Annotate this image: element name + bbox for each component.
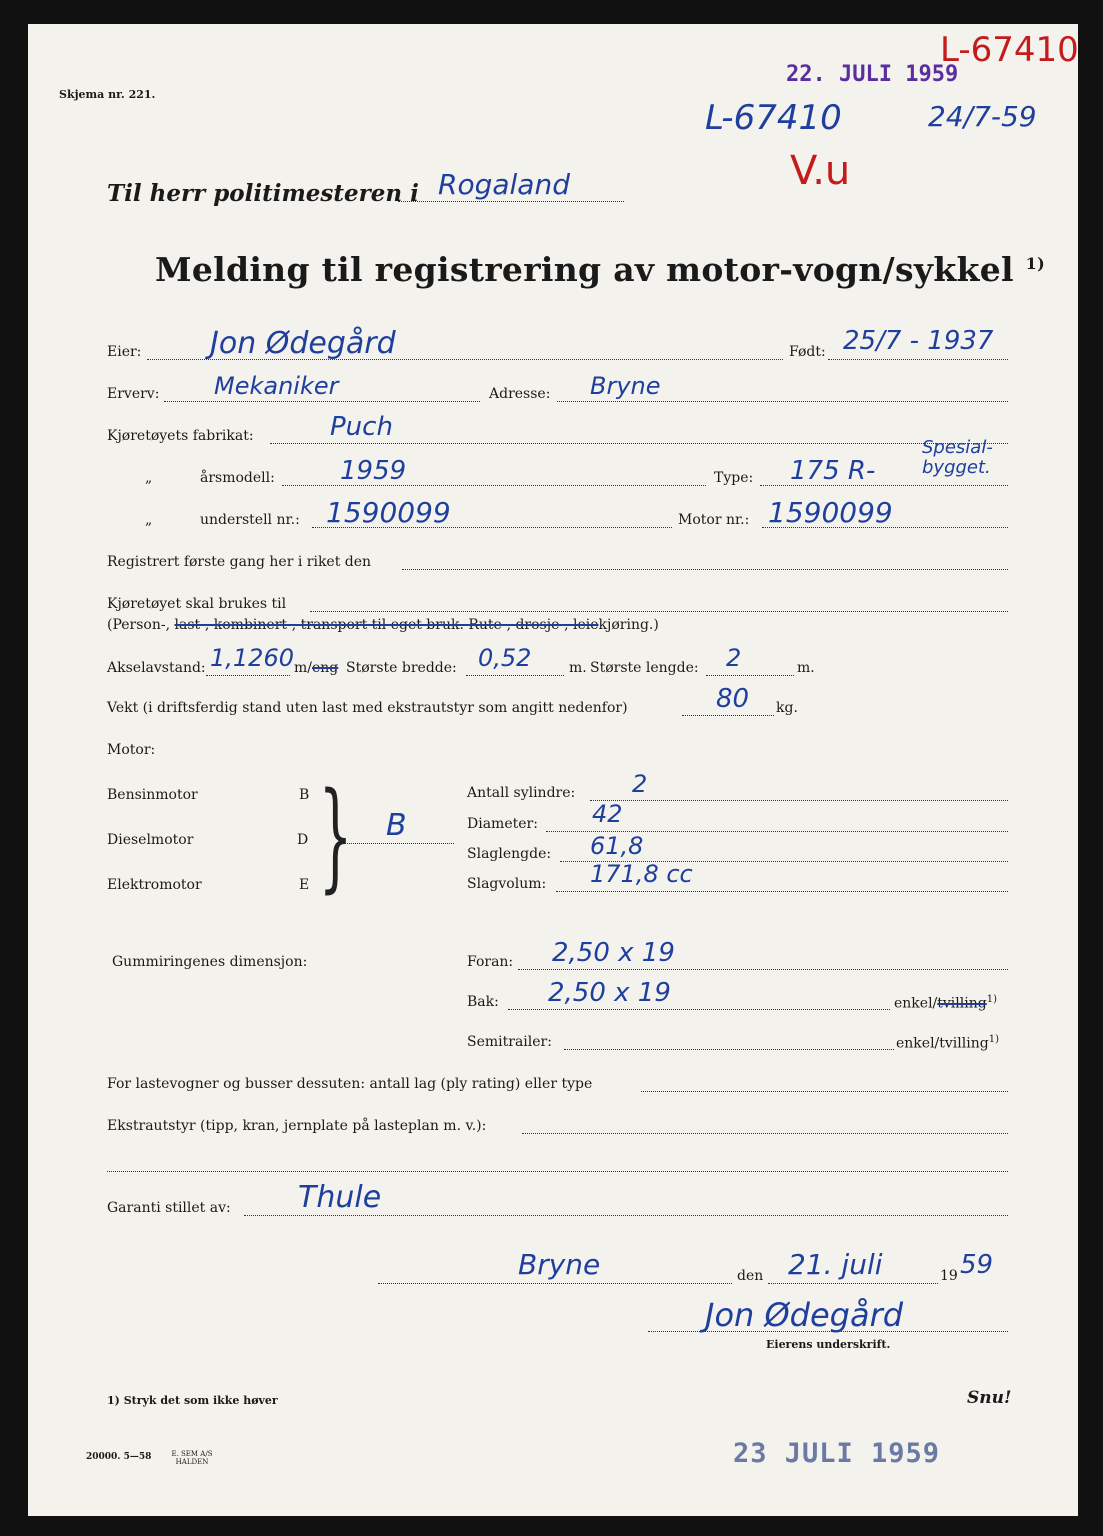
slagvolum-label: Slagvolum: bbox=[467, 876, 547, 892]
erverv-label: Erverv: bbox=[107, 386, 160, 402]
aksel-value: 1,1260 bbox=[210, 644, 294, 672]
semitrailer-label: Semitrailer: bbox=[467, 1034, 552, 1050]
aksel-unit: m/eng bbox=[294, 660, 339, 676]
handwritten-date: 24/7-59 bbox=[928, 100, 1037, 133]
bredde-label: Største bredde: bbox=[346, 660, 457, 676]
motor-selected: B bbox=[386, 808, 407, 843]
motor-nr-label: Motor nr.: bbox=[678, 512, 750, 528]
type-note: Spesial-bygget. bbox=[922, 437, 993, 478]
print-run: 20000. 5—58 bbox=[86, 1452, 152, 1462]
lengde-line bbox=[706, 674, 794, 676]
fabrikat-value: Puch bbox=[330, 412, 393, 442]
eier-label: Eier: bbox=[107, 344, 142, 360]
vu-annotation: V.u bbox=[790, 148, 851, 194]
vekt-unit: kg. bbox=[776, 700, 798, 716]
fodt-line bbox=[828, 358, 1008, 360]
footnote: 1) Stryk det som ikke høver bbox=[107, 1394, 278, 1407]
bensinmotor-label: Bensinmotor bbox=[107, 787, 198, 803]
form-title: Melding til registrering av motor-vogn/sykkel $^{1)}$ bbox=[155, 250, 1045, 289]
aksel-label: Akselavstand: bbox=[107, 660, 206, 676]
vekt-line bbox=[682, 714, 774, 716]
received-stamp-bottom: 23 JULI 1959 bbox=[733, 1438, 941, 1469]
registrert-label: Registrert første gang her i riket den bbox=[107, 554, 372, 570]
elektromotor-label: Elektromotor bbox=[107, 877, 202, 893]
foran-value: 2,50 x 19 bbox=[552, 938, 675, 968]
erverv-line bbox=[164, 400, 480, 402]
snu-label: Snu! bbox=[967, 1388, 1012, 1408]
vekt-label: Vekt (i driftsferdig stand uten last med ekstrautstyr som angitt nedenfor) bbox=[107, 700, 628, 716]
motor-brace: } bbox=[318, 766, 353, 904]
foran-line bbox=[518, 968, 1008, 970]
diameter-value: 42 bbox=[592, 800, 623, 828]
lengde-label: Største lengde: bbox=[590, 660, 699, 676]
vekt-value: 80 bbox=[716, 684, 750, 714]
brukes-line bbox=[310, 610, 1008, 612]
ditto-mark-2: „ bbox=[145, 512, 153, 528]
date-line bbox=[768, 1282, 938, 1284]
understell-label: understell nr.: bbox=[200, 512, 300, 528]
registrert-line bbox=[402, 568, 1008, 570]
brukes-label: Kjøretøyet skal brukes til bbox=[107, 596, 287, 612]
to-value: Rogaland bbox=[438, 168, 570, 201]
owner-signature: Jon Ødegård bbox=[705, 1296, 904, 1334]
slaglengde-value: 61,8 bbox=[590, 832, 644, 860]
bak-value: 2,50 x 19 bbox=[548, 978, 671, 1008]
ekstrautstyr-line-2 bbox=[107, 1170, 1008, 1172]
place-line bbox=[378, 1282, 732, 1284]
tyres-label: Gummiringenes dimensjon: bbox=[112, 954, 308, 970]
fabrikat-line bbox=[270, 442, 1008, 444]
printer-mark: E. SEM A/S HALDEN bbox=[171, 1450, 213, 1466]
adresse-value: Bryne bbox=[590, 372, 661, 400]
erverv-value: Mekaniker bbox=[214, 372, 339, 400]
signature-date: 21. juli bbox=[788, 1248, 883, 1281]
semitrailer-enkel-tvilling: enkel/tvilling$^{1)}$ bbox=[896, 1034, 999, 1052]
ekstrautstyr-label: Ekstrautstyr (tipp, kran, jernplate på lasteplan m. v.): bbox=[107, 1118, 487, 1134]
bredde-unit: m. bbox=[569, 660, 587, 676]
elektromotor-code: E bbox=[299, 877, 310, 893]
type-label: Type: bbox=[714, 470, 754, 486]
slagvolum-line bbox=[556, 890, 1008, 892]
lengde-value: 2 bbox=[726, 644, 742, 672]
aksel-line bbox=[206, 674, 290, 676]
eier-value: Jon Ødegård bbox=[210, 326, 396, 361]
ditto-mark-1: „ bbox=[145, 470, 153, 486]
bak-line bbox=[508, 1008, 890, 1010]
year-suffix: 59 bbox=[960, 1250, 994, 1280]
bensinmotor-code: B bbox=[299, 787, 310, 803]
received-stamp-top: 22. JULI 1959 bbox=[786, 62, 959, 87]
dieselmotor-code: D bbox=[297, 832, 309, 848]
lengde-unit: m. bbox=[797, 660, 815, 676]
slagvolum-value: 171,8 cc bbox=[590, 860, 693, 888]
fodt-value: 25/7 - 1937 bbox=[843, 326, 994, 356]
motor-nr-value: 1590099 bbox=[768, 496, 893, 529]
semitrailer-line bbox=[564, 1048, 894, 1050]
bak-label: Bak: bbox=[467, 994, 499, 1010]
bredde-line bbox=[466, 674, 564, 676]
registration-number-blue: L-67410 bbox=[705, 98, 842, 138]
garanti-value: Thule bbox=[298, 1180, 382, 1215]
sylindre-value: 2 bbox=[632, 770, 648, 798]
dieselmotor-label: Dieselmotor bbox=[107, 832, 194, 848]
slaglengde-label: Slaglengde: bbox=[467, 846, 552, 862]
bak-enkel-tvilling: enkel/tvilling$^{1)}$ bbox=[894, 994, 997, 1012]
schema-number: Skjema nr. 221. bbox=[59, 88, 156, 101]
to-label: Til herr politimesteren i bbox=[107, 180, 419, 207]
form-sheet bbox=[28, 24, 1078, 1516]
type-value: 175 R- bbox=[790, 456, 876, 486]
signature-place: Bryne bbox=[518, 1248, 601, 1281]
lastevogner-label: For lastevogner og busser dessuten: antall lag (ply rating) eller type bbox=[107, 1076, 593, 1092]
foran-label: Foran: bbox=[467, 954, 514, 970]
den-label: den bbox=[737, 1268, 764, 1284]
signature-caption: Eierens underskrift. bbox=[766, 1338, 891, 1351]
adresse-line bbox=[557, 400, 1008, 402]
sylindre-line bbox=[590, 799, 1008, 801]
ekstrautstyr-line bbox=[522, 1132, 1008, 1134]
fodt-label: Født: bbox=[789, 344, 826, 360]
arsmodell-value: 1959 bbox=[340, 456, 407, 486]
lastevogner-line bbox=[641, 1090, 1008, 1092]
bredde-value: 0,52 bbox=[478, 644, 532, 672]
fabrikat-label: Kjøretøyets fabrikat: bbox=[107, 428, 254, 444]
year-prefix: 19 bbox=[940, 1268, 958, 1284]
garanti-label: Garanti stillet av: bbox=[107, 1200, 231, 1216]
diameter-label: Diameter: bbox=[467, 816, 538, 832]
registration-number-red: L-67410 bbox=[940, 30, 1079, 70]
understell-value: 1590099 bbox=[326, 496, 451, 529]
motor-heading: Motor: bbox=[107, 742, 156, 758]
adresse-label: Adresse: bbox=[489, 386, 551, 402]
bruk-options: (Person-, last-, kombinert-, transport til eget bruk. Rute-, drosje-, leiekjøring.) bbox=[107, 617, 659, 633]
sylindre-label: Antall sylindre: bbox=[467, 785, 576, 801]
arsmodell-label: årsmodell: bbox=[200, 470, 275, 486]
